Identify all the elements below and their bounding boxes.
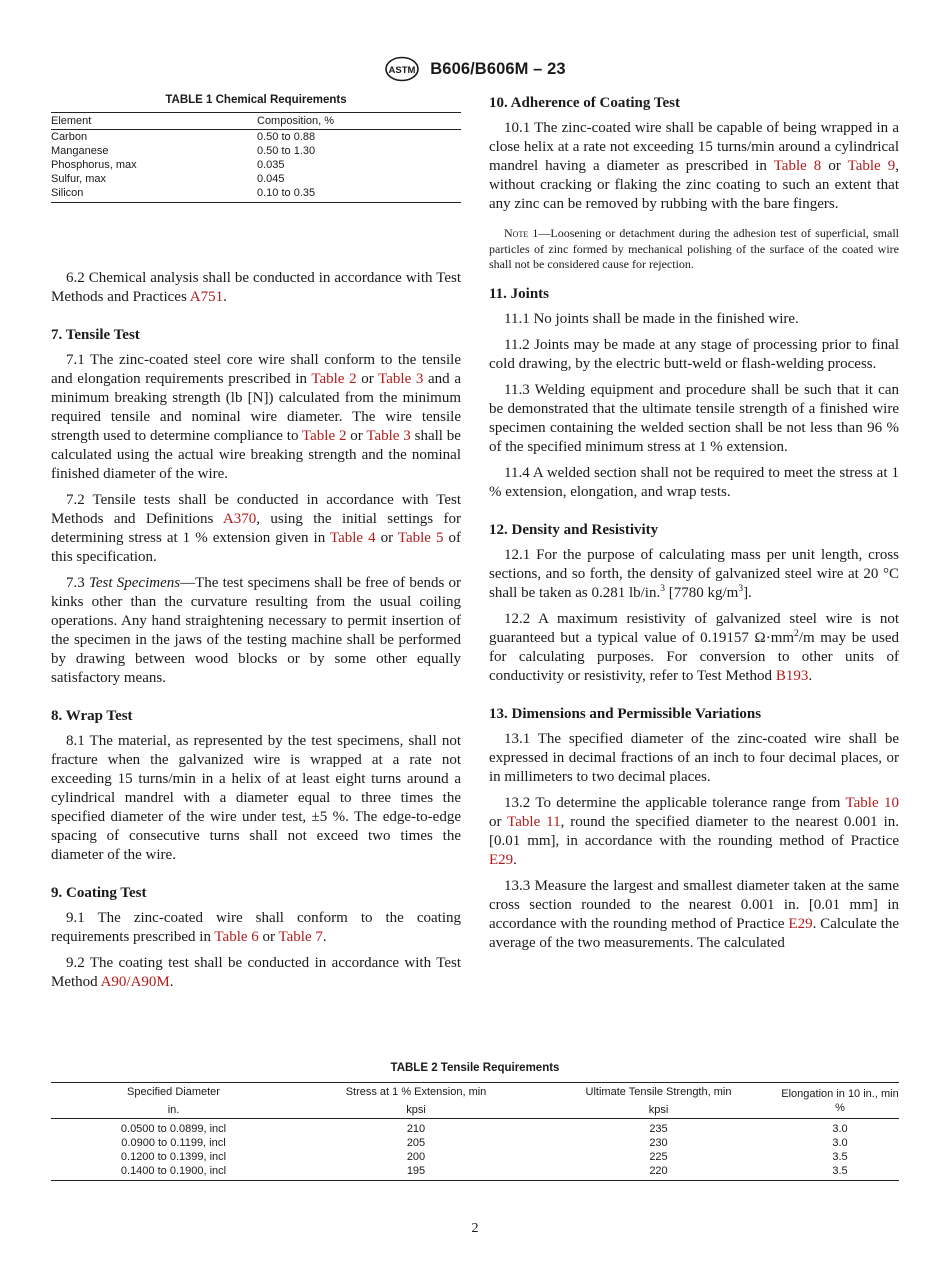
table2-units-row [51, 1100, 899, 1119]
ref-link-table-3[interactable]: Table 3 [366, 428, 411, 444]
table-row [51, 172, 461, 186]
page-header [0, 56, 950, 82]
section-13-heading: 13. Dimensions and Permissible Variations [489, 705, 762, 722]
text: 10.1 The zinc-coated wire shall be capable of being wrapped in a close helix at a rate not exceeding 15 turns/min around a cylindrical mandrel having a diameter as prescribed in [489, 120, 899, 174]
tensile-requirements-table [51, 1082, 899, 1181]
text: , without cracking or flaking the zinc coating to such an extent that any zinc can be removed by rubbing with the bare fingers. [489, 158, 899, 212]
ref-link-table-8[interactable]: Table 8 [773, 158, 822, 174]
ref-link-table-6[interactable]: Table 6 [214, 929, 259, 945]
text: 7.2 Tensile tests shall be conducted in accordance with Test Methods and Definitions [51, 492, 461, 527]
note-label: Note [504, 226, 529, 240]
paragraph-6-2 [51, 269, 461, 307]
paragraph-11-1: 11.1 No joints shall be made in the finished wire. [504, 310, 799, 327]
text: or [489, 813, 508, 830]
paragraph-11-2: 11.2 Joints may be made at any stage of processing prior to final cold drawing, by the electric butt-weld or flash-welding process. [489, 336, 899, 372]
table-cell: 220 [536, 1164, 781, 1181]
table-cell: Silicon [51, 186, 257, 203]
table-cell: 0.50 to 0.88 [257, 131, 316, 143]
table-cell: 205 [406, 1137, 426, 1149]
ref-link-table-10[interactable]: Table 10 [845, 794, 899, 811]
table-row [51, 1136, 899, 1150]
left-column [51, 94, 461, 999]
text: 12.1 For the purpose of calculating mass per unit length, cross sections, and so forth, the density of galvanized steel wire at 20 °C shall be taken as 0.281 lb/in. [489, 546, 899, 601]
table-row [51, 130, 461, 145]
text: and a minimum breaking strength (lb [N]) calculated from the minimum required tensile and nominal wire diameter. The wire tensile strength used to determine compliance to [51, 371, 461, 444]
ref-link-a90[interactable]: A90/A90M [100, 974, 170, 990]
table-cell: 0.10 to 0.35 [257, 186, 461, 203]
ref-link-a370[interactable]: A370 [222, 511, 257, 527]
ref-link-table-11[interactable]: Table 11 [507, 813, 561, 830]
ref-link-table-3[interactable]: Table 3 [378, 371, 424, 387]
table1-col-composition: Composition, % [257, 113, 461, 130]
table-cell: Sulfur, max [51, 173, 107, 185]
table-cell: 200 [406, 1151, 426, 1163]
ref-link-a751[interactable]: A751 [189, 289, 224, 305]
text: . [223, 289, 227, 305]
table2-col-diameter: Specified Diameter [51, 1083, 296, 1101]
table-cell: 210 [406, 1123, 426, 1135]
ref-link-table-2[interactable]: Table 2 [302, 428, 347, 444]
text: shall be calculated using the actual wire breaking strength and the nominal finished diameter of the wire. [51, 428, 461, 482]
text: or [375, 530, 398, 546]
table2-unit-kpsi: kpsi [536, 1100, 781, 1119]
text: [7780 kg/m [664, 584, 739, 601]
ref-link-table-9[interactable]: Table 9 [847, 158, 896, 174]
text: . [322, 929, 327, 945]
ref-link-table-7[interactable]: Table 7 [278, 929, 323, 945]
italic-term: Test Specimens [88, 575, 181, 591]
text: 7.3 [66, 575, 89, 591]
table-cell: 0.045 [257, 173, 285, 185]
table-row [51, 158, 461, 172]
text: —The test specimens shall be free of bends or kinks other than the curvature resulting from the usual coiling operations. Any hand straightening necessary to permit insertion of the specimen in the jaws of the testing machine shall be performed by drawing between wood blocks or by some other equally satisfactory means. [51, 575, 461, 686]
table-cell: 0.1400 to 0.1900, incl [51, 1164, 296, 1181]
table-row [51, 1150, 899, 1164]
table-cell: Carbon [51, 131, 88, 143]
table-cell: 225 [649, 1151, 668, 1163]
text: ]. [743, 584, 752, 601]
table-cell: 230 [649, 1137, 668, 1149]
table-cell: 3.5 [832, 1151, 848, 1163]
ref-link-e29[interactable]: E29 [489, 851, 514, 868]
paragraph-7-2 [51, 491, 461, 567]
superscript: 3 [738, 583, 744, 594]
text: or [821, 158, 848, 174]
text: or [258, 929, 279, 945]
table-cell: 0.035 [257, 159, 285, 171]
table2-header-row [51, 1083, 899, 1101]
table-cell: 0.1200 to 0.1399, incl [120, 1151, 227, 1163]
ref-link-table-5[interactable]: Table 5 [397, 530, 444, 546]
table-cell: 3.5 [781, 1164, 899, 1181]
paragraph-10-1 [489, 119, 899, 214]
text: , using the initial settings for determining stress at 1 % extension given in [51, 511, 461, 546]
ref-link-e29[interactable]: E29 [788, 915, 813, 932]
ref-link-table-4[interactable]: Table 4 [329, 530, 376, 546]
paragraph-11-4: 11.4 A welded section shall not be required to meet the stress at 1 % extension, elongation, and wrap tests. [489, 464, 899, 500]
table1-title: TABLE 1 Chemical Requirements [165, 94, 347, 106]
chemical-requirements-table [51, 112, 461, 203]
document-id: B606/B606M – 23 [430, 59, 566, 78]
table-cell: 0.0500 to 0.0899, incl [120, 1123, 227, 1135]
section-7-heading: 7. Tensile Test [51, 327, 140, 343]
section-10-heading: 10. Adherence of Coating Test [489, 95, 680, 111]
text: . [169, 974, 174, 990]
superscript: 2 [794, 628, 799, 639]
note-1 [489, 226, 899, 273]
table2-col-elongation: Elongation in 10 in., min % [781, 1083, 899, 1119]
table2-col-stress: Stress at 1 % Extension, min [296, 1083, 536, 1101]
text: . Calculate the average of the two measurements. The calculated [489, 915, 900, 951]
table-cell: 0.0900 to 0.1199, incl [121, 1137, 226, 1149]
table1-col-element: Element [51, 113, 257, 130]
text: 9.1 The zinc-coated wire shall conform to the coating requirements prescribed in [51, 910, 461, 945]
text: of this specification. [51, 530, 461, 565]
text: . [808, 667, 813, 684]
paragraph-12-1 [489, 546, 899, 603]
table-row [51, 1119, 899, 1137]
table-cell: Manganese [51, 145, 109, 157]
text: 13.3 Measure the largest and smallest diameter taken at the same cross section rounded to the nearest 0.001 in. [0.01 mm] in accordance with the rounding method of Practice [489, 877, 899, 932]
paragraph-9-2 [51, 954, 461, 992]
ref-link-b193[interactable]: B193 [775, 667, 809, 684]
table-row [51, 144, 461, 158]
section-11-heading: 11. Joints [489, 285, 550, 302]
right-column [489, 94, 899, 960]
text: , round the specified diameter to the nearest 0.001 in. [0.01 mm], in accordance with the rounding method of Practice [489, 813, 899, 849]
table-cell: 235 [649, 1123, 668, 1135]
table-cell: Phosphorus, max [51, 159, 137, 171]
section-8-heading: 8. Wrap Test [51, 708, 133, 724]
table2-col-uts: Ultimate Tensile Strength, min [536, 1083, 781, 1101]
table-row [51, 1164, 899, 1181]
text: 7.1 The zinc-coated steel core wire shall conform to the tensile and elongation requirements prescribed in [51, 352, 461, 387]
astm-logo-text: ASTM [388, 65, 416, 76]
table-cell: 195 [296, 1164, 536, 1181]
table2-title: TABLE 2 Tensile Requirements [390, 1062, 560, 1074]
astm-logo-icon [384, 56, 420, 82]
table-cell: 0.50 to 1.30 [257, 145, 316, 157]
table-cell: 3.0 [832, 1123, 848, 1135]
text: 6.2 Chemical analysis shall be conducted in accordance with Test Methods and Practices [51, 270, 461, 305]
paragraph-12-2 [489, 610, 899, 686]
table2-unit-in: in. [51, 1100, 296, 1119]
text: /m may be used for calculating purposes. For conversion to other units of conductivity or resistivity, refer to Test Method [489, 629, 899, 684]
paragraph-13-2 [489, 794, 899, 870]
section-9-heading: 9. Coating Test [51, 885, 147, 901]
text: or [346, 428, 367, 444]
table2-unit-kpsi: kpsi [296, 1100, 536, 1119]
paragraph-13-3 [489, 877, 899, 953]
text: . [513, 851, 517, 868]
superscript: 3 [660, 583, 665, 594]
table1-header-row [51, 113, 461, 130]
paragraph-8-1: 8.1 The material, as represented by the test specimens, shall not fracture when the galvanized wire is wrapped at a rate not exceeding 15 turns/min in a helix of at least eight turns around a cylindrical mandrel with a diameter equal to three times the specified diameter of the wire under test, ±5 %. The edge-to-edge spacing of consecutive turns shall not exceed two times the diameter of the wire. [51, 733, 461, 863]
paragraph-9-1 [51, 909, 461, 947]
text: 9.2 The coating test shall be conducted in accordance with Test Method [51, 955, 461, 990]
ref-link-table-2[interactable]: Table 2 [311, 371, 357, 387]
section-12-heading: 12. Density and Resistivity [489, 521, 659, 538]
text: or [356, 371, 379, 387]
page-number: 2 [471, 1221, 479, 1236]
text: 12.2 A maximum resistivity of galvanized steel wire is not guaranteed but a typical value of 0.19157 Ω·mm [489, 610, 899, 646]
table-row [51, 186, 461, 203]
text: 13.2 To determine the applicable tolerance range from [504, 794, 846, 811]
paragraph-7-3 [51, 574, 461, 688]
paragraph-7-1 [51, 351, 461, 484]
paragraph-13-1: 13.1 The specified diameter of the zinc-coated wire shall be expressed in decimal fractions of an inch to four decimal places, or in millimeters to two decimal places. [489, 730, 899, 785]
text: 1—Loosening or detachment during the adhesion test of superficial, small particles of zinc formed by mechanical polishing of the surface of the coated wire shall not be considered cause for rejection. [489, 226, 899, 271]
table-cell: 3.0 [832, 1137, 848, 1149]
paragraph-11-3: 11.3 Welding equipment and procedure shall be such that it can be demonstrated that the ultimate tensile strength of a finished wire specimen containing the welded section shall be not less than 96 % of the specified minimum stress at 1 % extension. [489, 381, 899, 455]
